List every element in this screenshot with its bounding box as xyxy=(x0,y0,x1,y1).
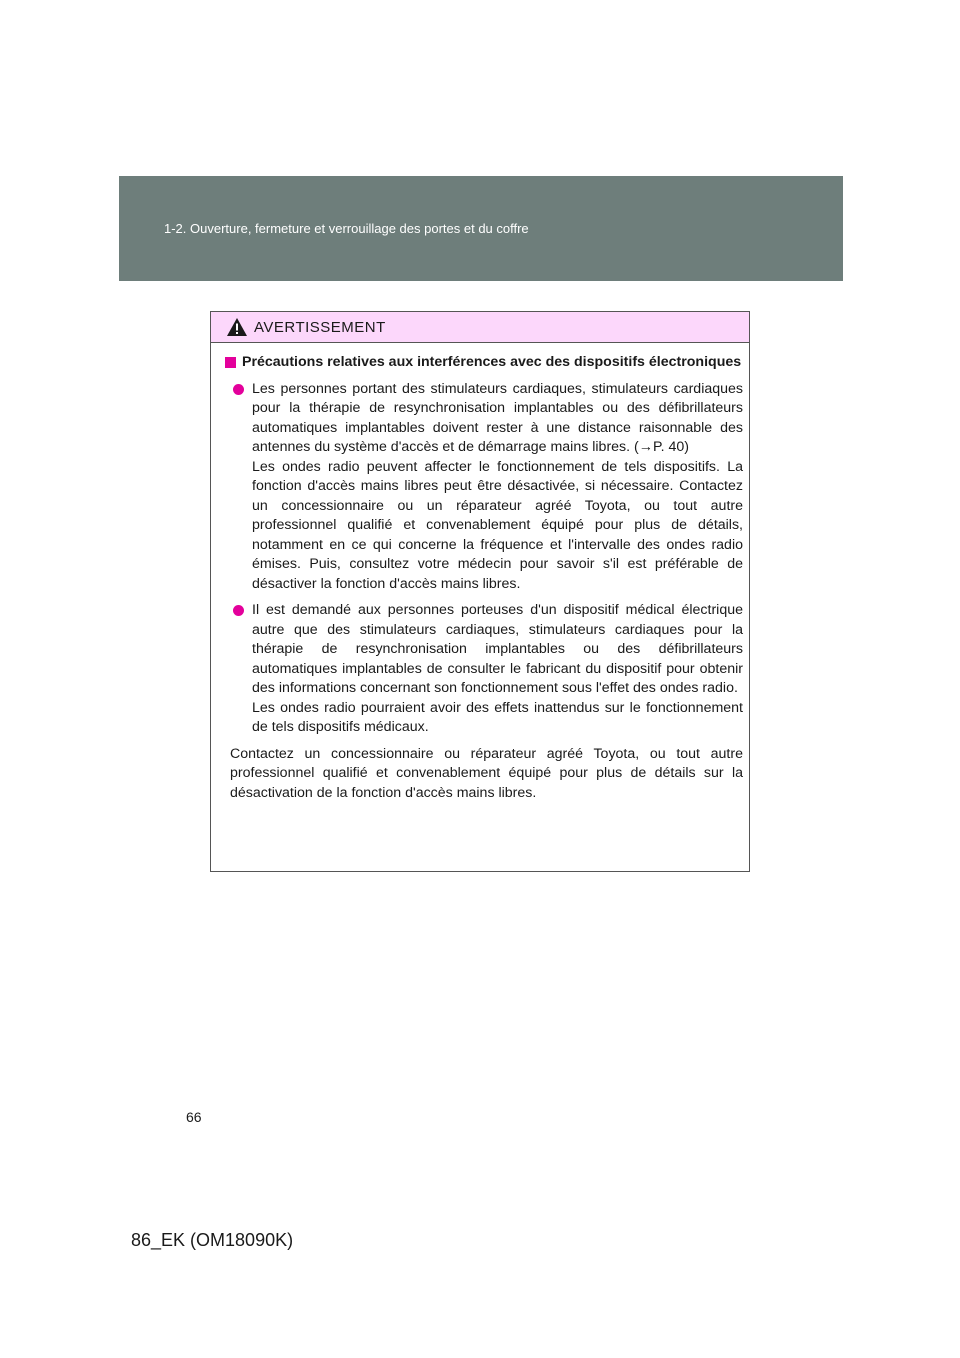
section-title: 1-2. Ouverture, fermeture et verrouillage des portes et du coffre xyxy=(164,221,529,236)
square-bullet-icon xyxy=(225,357,236,368)
warning-title: AVERTISSEMENT xyxy=(254,318,386,336)
circle-bullet-icon xyxy=(233,384,244,395)
warning-box xyxy=(210,311,750,872)
page-number: 66 xyxy=(186,1109,202,1125)
warning-body xyxy=(211,343,749,803)
chapter-header-band xyxy=(119,176,843,281)
bullet-paragraph: Les personnes portant des stimulateurs cardiaques, stimulateurs cardiaques pour la thérapie de resynchronisation implantables ou des défibrillateurs automatiques implantables doivent rester à une distance raisonnable des antennes du système d'accès et de démarrage mains libres. (→P. 40) xyxy=(252,380,743,455)
list-item xyxy=(223,601,743,738)
circle-bullet-icon xyxy=(233,605,244,616)
precautions-heading-text: Précautions relatives aux interférences avec des dispositifs électroniques xyxy=(242,354,742,370)
closing-paragraph: Contactez un concessionnaire ou réparateur agréé Toyota, ou tout autre professionnel qualifié et convenablement équipé pour plus de détails sur la désactivation de la fonction d'accès mains libres. xyxy=(230,745,743,801)
document-code: 86_EK (OM18090K) xyxy=(131,1230,294,1250)
list-item xyxy=(223,380,743,595)
bullet-paragraph: Il est demandé aux personnes porteuses d'un dispositif médical électrique autre que des stimulateurs cardiaques, stimulateurs cardiaques pour la thérapie de resynchronisation implantables ou des défibrillateurs automatiques implantables de consulter le fabricant du dispositif pour obtenir des informations concernant son fonctionnement sous l'effet des ondes radio. xyxy=(252,602,743,696)
warning-triangle-icon xyxy=(226,317,248,337)
bullet-paragraph: Les ondes radio peuvent affecter le fonctionnement de tels dispositifs. La fonction d'accès mains libres peut être désactivée, si nécessaire. Contactez un concessionnaire ou un réparateur agréé Toyota, ou tout autre professionnel qualifié et convenablement équipé pour plus de détails, notamment en ce qui concerne la fréquence et l'intervalle des ondes radio émises. Puis, consultez votre médecin pour savoir s'il est préférable de désactiver la fonction d'accès mains libres. xyxy=(252,458,743,592)
bullet-paragraph: Les ondes radio pourraient avoir des effets inattendus sur le fonctionnement de tels dispositifs médicaux. xyxy=(252,699,743,735)
precautions-heading xyxy=(223,353,743,373)
warning-header xyxy=(211,312,749,343)
